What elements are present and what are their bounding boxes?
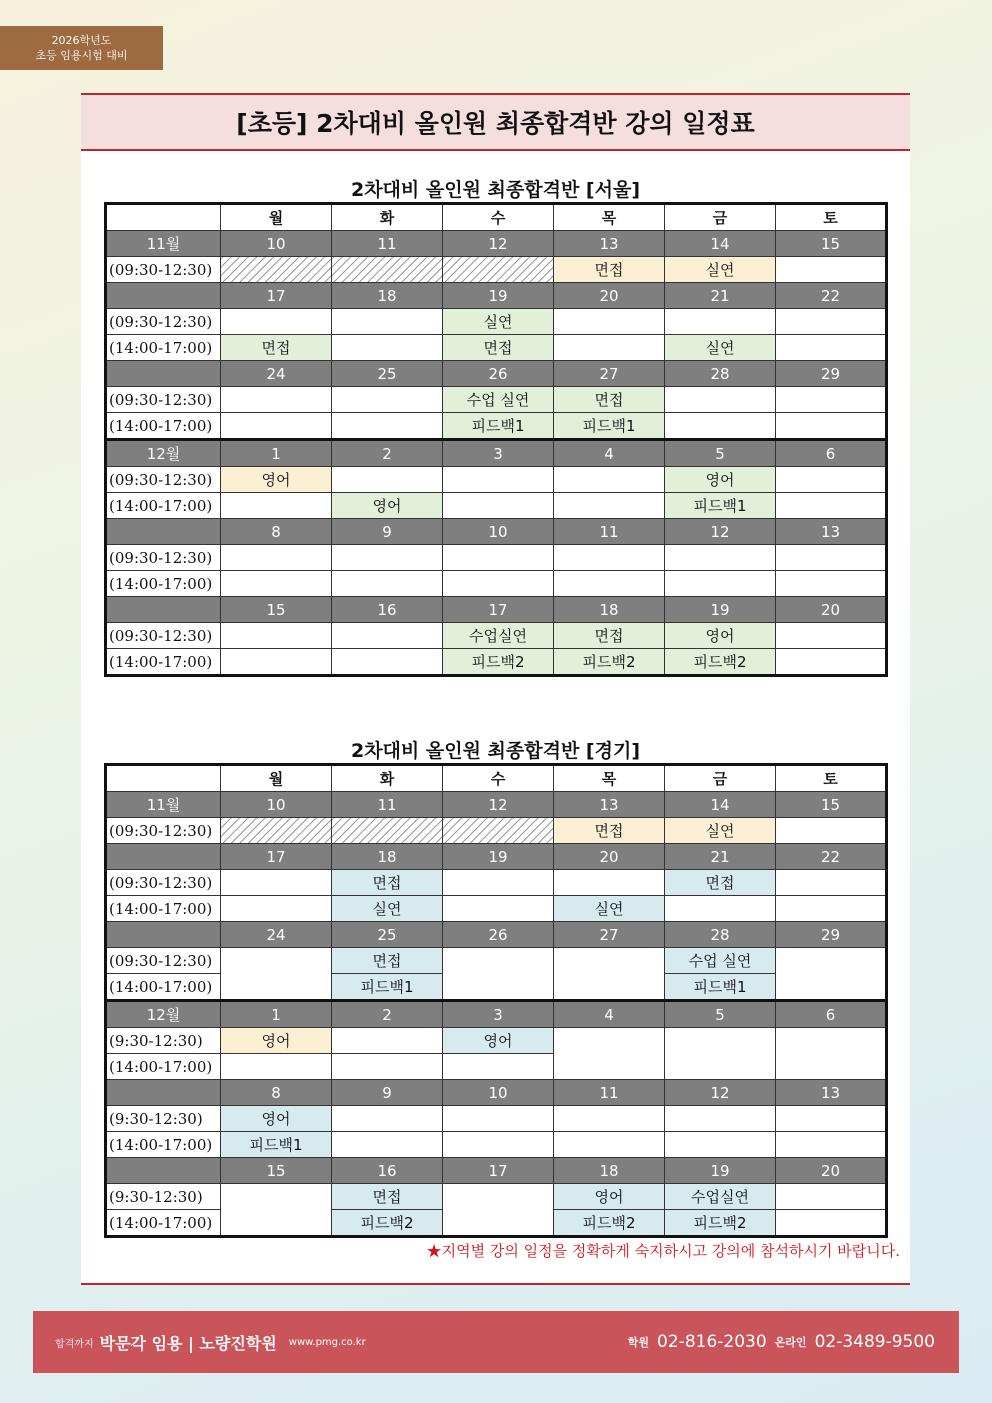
empty-cell <box>221 413 332 440</box>
seoul-schedule-table <box>104 202 888 677</box>
class-cell: 영어 <box>221 467 332 493</box>
class-cell: 수업 실연 <box>665 948 776 974</box>
date-cell: 14 <box>665 231 776 257</box>
date-cell: 16 <box>332 597 443 623</box>
empty-cell <box>776 818 887 844</box>
date-row <box>106 1080 887 1106</box>
date-cell: 20 <box>554 283 665 309</box>
class-cell: 피드백1 <box>221 1132 332 1158</box>
class-cell: 피드백1 <box>665 974 776 1001</box>
date-cell: 17 <box>221 283 332 309</box>
empty-cell <box>554 545 665 571</box>
time-label: (14:00-17:00) <box>106 571 221 597</box>
class-cell: 영어 <box>443 1028 554 1054</box>
date-cell: 4 <box>554 440 665 467</box>
class-cell: 실연 <box>665 335 776 361</box>
session-row <box>106 870 887 896</box>
empty-cell <box>554 571 665 597</box>
empty-cell <box>443 1132 554 1158</box>
class-cell: 면접 <box>554 257 665 283</box>
empty-cell <box>443 1184 554 1237</box>
empty-cell <box>776 1210 887 1237</box>
session-row <box>106 896 887 922</box>
month-label: 12월 <box>106 440 221 467</box>
day-tue: 화 <box>332 765 443 792</box>
date-cell: 29 <box>776 361 887 387</box>
date-cell: 11 <box>554 519 665 545</box>
tag-exam: 초등 임용시험 대비 <box>35 49 128 62</box>
date-cell: 3 <box>443 440 554 467</box>
empty-cell <box>332 545 443 571</box>
time-label: (9:30-12:30) <box>106 1184 221 1210</box>
schedule-panel <box>81 93 910 1285</box>
session-row <box>106 335 887 361</box>
empty-cell <box>221 948 332 1001</box>
date-cell: 19 <box>443 844 554 870</box>
empty-cell <box>221 1054 332 1080</box>
class-cell: 피드백1 <box>443 413 554 440</box>
date-cell: 5 <box>665 440 776 467</box>
empty-cell <box>554 335 665 361</box>
empty-cell <box>665 896 776 922</box>
empty-cell <box>443 545 554 571</box>
class-cell: 피드백2 <box>665 649 776 676</box>
date-cell: 24 <box>221 922 332 948</box>
class-cell: 피드백2 <box>554 1210 665 1237</box>
empty-cell <box>332 623 443 649</box>
empty-cell <box>665 1132 776 1158</box>
date-cell: 29 <box>776 922 887 948</box>
date-cell: 18 <box>554 597 665 623</box>
empty-cell <box>554 467 665 493</box>
time-label: (09:30-12:30) <box>106 257 221 283</box>
empty-cell <box>221 623 332 649</box>
date-row <box>106 231 887 257</box>
session-row <box>106 257 887 283</box>
empty-cell <box>776 948 887 1001</box>
date-row <box>106 519 887 545</box>
date-row <box>106 440 887 467</box>
class-cell: 피드백2 <box>443 649 554 676</box>
corner-cell <box>106 204 221 231</box>
empty-cell <box>332 335 443 361</box>
session-row <box>106 948 887 974</box>
empty-cell <box>443 571 554 597</box>
date-cell: 12 <box>443 792 554 818</box>
date-cell: 10 <box>443 519 554 545</box>
date-cell: 3 <box>443 1001 554 1028</box>
footer-contact-group <box>628 1311 935 1373</box>
class-cell: 영어 <box>221 1106 332 1132</box>
empty-cell <box>665 309 776 335</box>
empty-cell <box>776 413 887 440</box>
date-cell: 9 <box>332 1080 443 1106</box>
date-row <box>106 1001 887 1028</box>
date-cell: 5 <box>665 1001 776 1028</box>
date-cell: 19 <box>665 1158 776 1184</box>
empty-cell <box>221 896 332 922</box>
date-cell: 10 <box>221 231 332 257</box>
date-cell: 8 <box>221 1080 332 1106</box>
session-row <box>106 571 887 597</box>
corner-cell <box>106 765 221 792</box>
date-cell: 22 <box>776 283 887 309</box>
attendance-notice: ★지역별 강의 일정을 정확하게 숙지하시고 강의에 참석하시기 바랍니다. <box>426 1242 900 1260</box>
day-tue: 화 <box>332 204 443 231</box>
session-row <box>106 1028 887 1054</box>
footer-slogan: 합격까지 <box>55 1338 94 1350</box>
time-label: (14:00-17:00) <box>106 493 221 519</box>
no-class-cell <box>443 818 554 844</box>
empty-cell <box>443 870 554 896</box>
time-label: (14:00-17:00) <box>106 1210 221 1237</box>
day-mon: 월 <box>221 765 332 792</box>
date-cell: 6 <box>776 440 887 467</box>
date-cell: 28 <box>665 361 776 387</box>
date-cell: 15 <box>776 792 887 818</box>
day-sat: 토 <box>776 204 887 231</box>
date-cell: 14 <box>665 792 776 818</box>
empty-cell <box>443 493 554 519</box>
page-title: [초등] 2차대비 올인원 최종합격반 강의 일정표 <box>81 95 910 151</box>
date-row <box>106 283 887 309</box>
session-row <box>106 649 887 676</box>
empty-cell <box>332 571 443 597</box>
empty-cell <box>554 870 665 896</box>
date-cell: 20 <box>554 844 665 870</box>
no-class-cell <box>221 257 332 283</box>
month-label <box>106 844 221 870</box>
date-row <box>106 844 887 870</box>
tag-year: 2026학년도 <box>51 34 112 47</box>
day-fri: 금 <box>665 204 776 231</box>
date-cell: 17 <box>221 844 332 870</box>
date-cell: 4 <box>554 1001 665 1028</box>
class-cell: 영어 <box>554 1184 665 1210</box>
session-row <box>106 309 887 335</box>
class-cell: 수업 실연 <box>443 387 554 413</box>
empty-cell <box>554 948 665 1001</box>
empty-cell <box>776 467 887 493</box>
time-label: (14:00-17:00) <box>106 1054 221 1080</box>
date-cell: 25 <box>332 922 443 948</box>
class-cell: 면접 <box>443 335 554 361</box>
gyeonggi-section-title: 2차대비 올인원 최종합격반 [경기] <box>350 740 641 762</box>
class-cell: 면접 <box>554 818 665 844</box>
date-cell: 19 <box>665 597 776 623</box>
time-label: (9:30-12:30) <box>106 1028 221 1054</box>
date-cell: 13 <box>554 231 665 257</box>
date-cell: 10 <box>443 1080 554 1106</box>
empty-cell <box>221 387 332 413</box>
empty-cell <box>332 413 443 440</box>
date-cell: 6 <box>776 1001 887 1028</box>
date-cell: 17 <box>443 1158 554 1184</box>
session-row <box>106 623 887 649</box>
date-cell: 1 <box>221 1001 332 1028</box>
empty-cell <box>332 467 443 493</box>
class-cell: 영어 <box>332 493 443 519</box>
date-row <box>106 1158 887 1184</box>
brand-logo: 박문각 임용 | 노량진학원 <box>99 1333 277 1353</box>
empty-cell <box>221 870 332 896</box>
time-label: (09:30-12:30) <box>106 309 221 335</box>
no-class-cell <box>332 818 443 844</box>
session-row <box>106 1106 887 1132</box>
date-cell: 12 <box>665 1080 776 1106</box>
class-cell: 영어 <box>665 623 776 649</box>
date-row <box>106 792 887 818</box>
class-cell: 피드백1 <box>665 493 776 519</box>
empty-cell <box>554 1106 665 1132</box>
month-label <box>106 283 221 309</box>
empty-cell <box>443 1054 554 1080</box>
day-mon: 월 <box>221 204 332 231</box>
date-cell: 17 <box>443 597 554 623</box>
empty-cell <box>332 387 443 413</box>
class-cell: 피드백1 <box>554 413 665 440</box>
empty-cell <box>776 1028 887 1080</box>
date-cell: 21 <box>665 844 776 870</box>
time-label: (09:30-12:30) <box>106 467 221 493</box>
date-cell: 2 <box>332 1001 443 1028</box>
time-label: (14:00-17:00) <box>106 896 221 922</box>
class-cell: 실연 <box>665 818 776 844</box>
empty-cell <box>776 335 887 361</box>
empty-cell <box>665 387 776 413</box>
class-cell: 수업실연 <box>665 1184 776 1210</box>
class-cell: 면접 <box>554 387 665 413</box>
time-label: (09:30-12:30) <box>106 387 221 413</box>
online-phone[interactable]: 02-3489-9500 <box>814 1332 935 1352</box>
date-cell: 12 <box>443 231 554 257</box>
session-row <box>106 1132 887 1158</box>
day-thu: 목 <box>554 204 665 231</box>
month-label: 12월 <box>106 1001 221 1028</box>
empty-cell <box>221 309 332 335</box>
empty-cell <box>221 649 332 676</box>
empty-cell <box>776 1184 887 1210</box>
no-class-cell <box>221 818 332 844</box>
month-label: 11월 <box>106 792 221 818</box>
date-cell: 15 <box>776 231 887 257</box>
empty-cell <box>221 571 332 597</box>
empty-cell <box>776 896 887 922</box>
no-class-cell <box>443 257 554 283</box>
empty-cell <box>443 948 554 1001</box>
class-cell: 실연 <box>443 309 554 335</box>
date-cell: 15 <box>221 597 332 623</box>
empty-cell <box>776 257 887 283</box>
session-row <box>106 387 887 413</box>
date-cell: 11 <box>554 1080 665 1106</box>
date-cell: 10 <box>221 792 332 818</box>
date-cell: 25 <box>332 361 443 387</box>
empty-cell <box>776 1106 887 1132</box>
footer-brand-group <box>55 1311 366 1373</box>
empty-cell <box>332 1132 443 1158</box>
date-cell: 24 <box>221 361 332 387</box>
session-row <box>106 467 887 493</box>
session-row <box>106 1184 887 1210</box>
gyeonggi-schedule-table <box>104 763 888 1238</box>
date-cell: 20 <box>776 597 887 623</box>
session-row <box>106 818 887 844</box>
empty-cell <box>221 1184 332 1237</box>
date-row <box>106 922 887 948</box>
date-cell: 18 <box>554 1158 665 1184</box>
date-cell: 12 <box>665 519 776 545</box>
no-class-cell <box>332 257 443 283</box>
empty-cell <box>776 870 887 896</box>
empty-cell <box>443 1106 554 1132</box>
time-label: (09:30-12:30) <box>106 545 221 571</box>
class-cell: 면접 <box>665 870 776 896</box>
time-label: (14:00-17:00) <box>106 649 221 676</box>
date-cell: 18 <box>332 844 443 870</box>
month-label <box>106 922 221 948</box>
date-cell: 27 <box>554 361 665 387</box>
day-wed: 수 <box>443 204 554 231</box>
time-label: (09:30-12:30) <box>106 948 221 974</box>
class-cell: 피드백2 <box>665 1210 776 1237</box>
academy-label: 학원 <box>627 1336 650 1349</box>
class-cell: 면접 <box>332 870 443 896</box>
class-cell: 면접 <box>554 623 665 649</box>
date-cell: 22 <box>776 844 887 870</box>
empty-cell <box>776 493 887 519</box>
empty-cell <box>221 493 332 519</box>
empty-cell <box>332 1028 443 1054</box>
day-wed: 수 <box>443 765 554 792</box>
date-cell: 28 <box>665 922 776 948</box>
time-label: (14:00-17:00) <box>106 1132 221 1158</box>
time-label: (09:30-12:30) <box>106 623 221 649</box>
empty-cell <box>665 1106 776 1132</box>
empty-cell <box>665 545 776 571</box>
empty-cell <box>665 571 776 597</box>
class-cell: 영어 <box>665 467 776 493</box>
month-label <box>106 597 221 623</box>
empty-cell <box>332 649 443 676</box>
day-sat: 토 <box>776 765 887 792</box>
seoul-section-title: 2차대비 올인원 최종합격반 [서울] <box>350 179 641 201</box>
empty-cell <box>776 571 887 597</box>
class-cell: 면접 <box>221 335 332 361</box>
empty-cell <box>776 623 887 649</box>
date-cell: 11 <box>332 792 443 818</box>
date-cell: 21 <box>665 283 776 309</box>
empty-cell <box>332 1054 443 1080</box>
class-cell: 피드백2 <box>332 1210 443 1237</box>
date-cell: 18 <box>332 283 443 309</box>
empty-cell <box>665 1028 776 1080</box>
date-cell: 13 <box>776 519 887 545</box>
empty-cell <box>776 309 887 335</box>
website-link[interactable]: www.pmg.co.kr <box>288 1336 366 1348</box>
time-label: (09:30-12:30) <box>106 870 221 896</box>
class-cell: 실연 <box>554 896 665 922</box>
session-row <box>106 545 887 571</box>
class-cell: 영어 <box>221 1028 332 1054</box>
empty-cell <box>554 1132 665 1158</box>
footer-bar <box>33 1311 959 1373</box>
class-cell: 면접 <box>332 1184 443 1210</box>
class-cell: 실연 <box>665 257 776 283</box>
date-cell: 16 <box>332 1158 443 1184</box>
session-row <box>106 413 887 440</box>
empty-cell <box>443 467 554 493</box>
academy-phone[interactable]: 02-816-2030 <box>657 1332 767 1352</box>
date-cell: 20 <box>776 1158 887 1184</box>
empty-cell <box>776 1132 887 1158</box>
date-cell: 13 <box>554 792 665 818</box>
date-cell: 26 <box>443 361 554 387</box>
date-cell: 8 <box>221 519 332 545</box>
month-label: 11월 <box>106 231 221 257</box>
empty-cell <box>776 545 887 571</box>
class-cell: 실연 <box>332 896 443 922</box>
empty-cell <box>332 309 443 335</box>
empty-cell <box>776 387 887 413</box>
day-fri: 금 <box>665 765 776 792</box>
month-label <box>106 361 221 387</box>
class-cell: 피드백1 <box>332 974 443 1001</box>
time-label: (14:00-17:00) <box>106 413 221 440</box>
date-row <box>106 597 887 623</box>
online-label: 온라인 <box>774 1336 807 1349</box>
date-cell: 13 <box>776 1080 887 1106</box>
class-cell: 수업실연 <box>443 623 554 649</box>
session-row <box>106 493 887 519</box>
empty-cell <box>554 309 665 335</box>
gyeonggi-day-header <box>106 765 887 792</box>
time-label: (9:30-12:30) <box>106 1106 221 1132</box>
class-cell: 피드백2 <box>554 649 665 676</box>
date-cell: 11 <box>332 231 443 257</box>
month-label <box>106 1080 221 1106</box>
class-cell: 면접 <box>332 948 443 974</box>
empty-cell <box>665 413 776 440</box>
date-cell: 19 <box>443 283 554 309</box>
month-label <box>106 1158 221 1184</box>
empty-cell <box>776 649 887 676</box>
day-thu: 목 <box>554 765 665 792</box>
date-cell: 15 <box>221 1158 332 1184</box>
time-label: (09:30-12:30) <box>106 818 221 844</box>
date-cell: 27 <box>554 922 665 948</box>
exam-year-tag <box>0 26 163 70</box>
time-label: (14:00-17:00) <box>106 335 221 361</box>
month-label <box>106 519 221 545</box>
seoul-day-header <box>106 204 887 231</box>
date-cell: 1 <box>221 440 332 467</box>
empty-cell <box>221 545 332 571</box>
date-cell: 9 <box>332 519 443 545</box>
empty-cell <box>554 493 665 519</box>
empty-cell <box>332 1106 443 1132</box>
empty-cell <box>554 1028 665 1080</box>
date-row <box>106 361 887 387</box>
date-cell: 2 <box>332 440 443 467</box>
empty-cell <box>443 896 554 922</box>
date-cell: 26 <box>443 922 554 948</box>
time-label: (14:00-17:00) <box>106 974 221 1001</box>
